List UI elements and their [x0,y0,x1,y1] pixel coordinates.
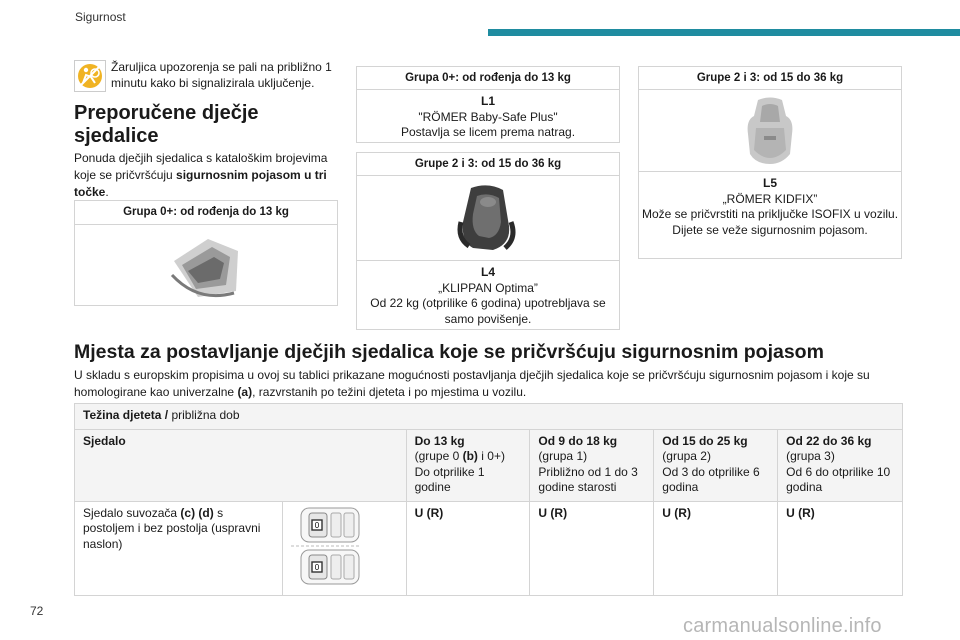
seat-name: „KLIPPAN Optima” [438,280,538,295]
seat-code: L5 [762,176,777,190]
column-age: godine [414,480,451,494]
seat-header-cell [75,429,407,501]
seat-code: L4 [480,265,495,279]
para-text: U skladu s europskim propisima u ovoj su tablici prikazane mogućnosti postavljanja dječjih sjedalica koje se pričvršćuju sigurnosnim pojasom i koje su homologirane kao univerzalne [74,368,870,399]
watermark: carmanualsonline.info [683,615,882,637]
intro-text: Ponuda dječjih sjedalica s kataloškim brojevima koje se pričvršćuju [74,151,328,182]
seat-note: Može se pričvrstiti na priključke ISOFIX u vozilu. [641,207,899,221]
warning-text: Žaruljica upozorenja se pali na približno 1 minutu kako bi signalizirala uključenje. [111,60,332,90]
seat-name: „RÖMER KIDFIX” [722,191,818,206]
child-seat-image [357,176,619,261]
card-body [357,261,619,327]
seat-label: Sjedalo [83,433,126,448]
column-group: (grupa 3) [786,449,835,463]
table-weight-row [75,404,903,430]
card-header: Grupa 0+: od rođenja do 13 kg [75,201,337,225]
section-title: Sigurnost [75,10,126,24]
card-body [357,90,619,141]
seat-note-2: Dijete se veže sigurnosnim pojasom. [672,222,868,237]
seat-code: L1 [480,94,495,108]
value-text: U (R) [662,505,691,520]
weight-cell [75,404,903,430]
column-header [406,429,530,501]
placement-value [530,501,654,595]
placement-intro [74,367,904,401]
seat-note: Postavlja se licem prema natrag. [400,125,576,139]
header-accent-bar [488,29,960,36]
column-age: Od 6 do otprilike 10 [786,464,891,479]
seat-notes: (c) (d) [180,505,214,520]
intro-end: . [105,185,109,199]
column-age: godina [662,480,699,494]
weight-label: Težina djeteta / [83,408,169,422]
card-body [639,172,901,238]
airbag-off-icon [74,60,106,92]
table-header-row [75,429,903,501]
card-l1 [356,66,620,143]
column-group-text: i 0+) [477,449,505,463]
column-age: godina [786,480,823,494]
value-text: U (R) [414,505,444,520]
column-age: Približno od 1 do 3 [538,464,638,479]
recommended-intro [74,150,344,201]
column-age: Do otprilike 1 [414,464,485,479]
seat-text: s postoljem i bez postolja (uspravni naslon) [83,505,261,551]
column-group: (grupa 2) [662,449,711,463]
column-title: Od 22 do 36 kg [786,433,872,448]
column-title: Od 9 do 18 kg [538,433,618,448]
column-age: godine starosti [538,480,617,494]
column-header [530,429,654,501]
seat-description-cell [75,501,283,595]
column-title: Od 15 do 25 kg [662,433,748,448]
card-l5 [638,66,902,259]
booster-seat-image [639,90,901,172]
value-text: U (R) [786,505,815,520]
placement-value [406,501,530,595]
placement-title: Mjesta za postavljanje dječjih sjedalica koje se pričvršćuju sigurnosnim pojasom [74,341,824,363]
placement-table [74,403,903,596]
value-text: U (R) [538,505,568,520]
para-end: , razvrstanih po težini djeteta i po mjestima u vozilu. [252,385,527,399]
svg-text:0: 0 [314,562,319,572]
para-bold: (a) [237,385,253,399]
column-header [654,429,778,501]
card-l4 [356,152,620,330]
infant-carrier-image [75,225,337,307]
table-row [75,501,903,595]
car-seat-diagram [282,501,406,595]
recommended-seats-title: Preporučene dječje sjedalice [74,102,259,147]
seat-name: "RÖMER Baby-Safe Plus" [418,109,558,124]
page-number: 72 [30,604,44,618]
card-header: Grupe 2 i 3: od 15 do 36 kg [357,153,619,176]
column-note-b: (b) [462,449,478,463]
column-age: Od 3 do otprilike 6 [662,464,760,479]
svg-text:0: 0 [314,520,319,530]
column-group-text: (grupe 0 [414,449,463,463]
card-header: Grupe 2 i 3: od 15 do 36 kg [639,67,901,90]
placement-value [654,501,778,595]
seat-note: Od 22 kg (otprilike 6 godina) upotrebljava se samo povišenje. [370,296,606,326]
intro-bold: sigurnosnim pojasom u tri točke [74,168,327,199]
card-group0-image [74,200,338,306]
column-group: (grupa 1) [538,449,588,463]
seat-text: Sjedalo suvozača [83,505,181,520]
column-header [778,429,903,501]
card-header: Grupa 0+: od rođenja do 13 kg [357,67,619,90]
weight-sub: približna dob [168,408,240,422]
column-title: Do 13 kg [414,433,465,448]
placement-value [778,501,903,595]
